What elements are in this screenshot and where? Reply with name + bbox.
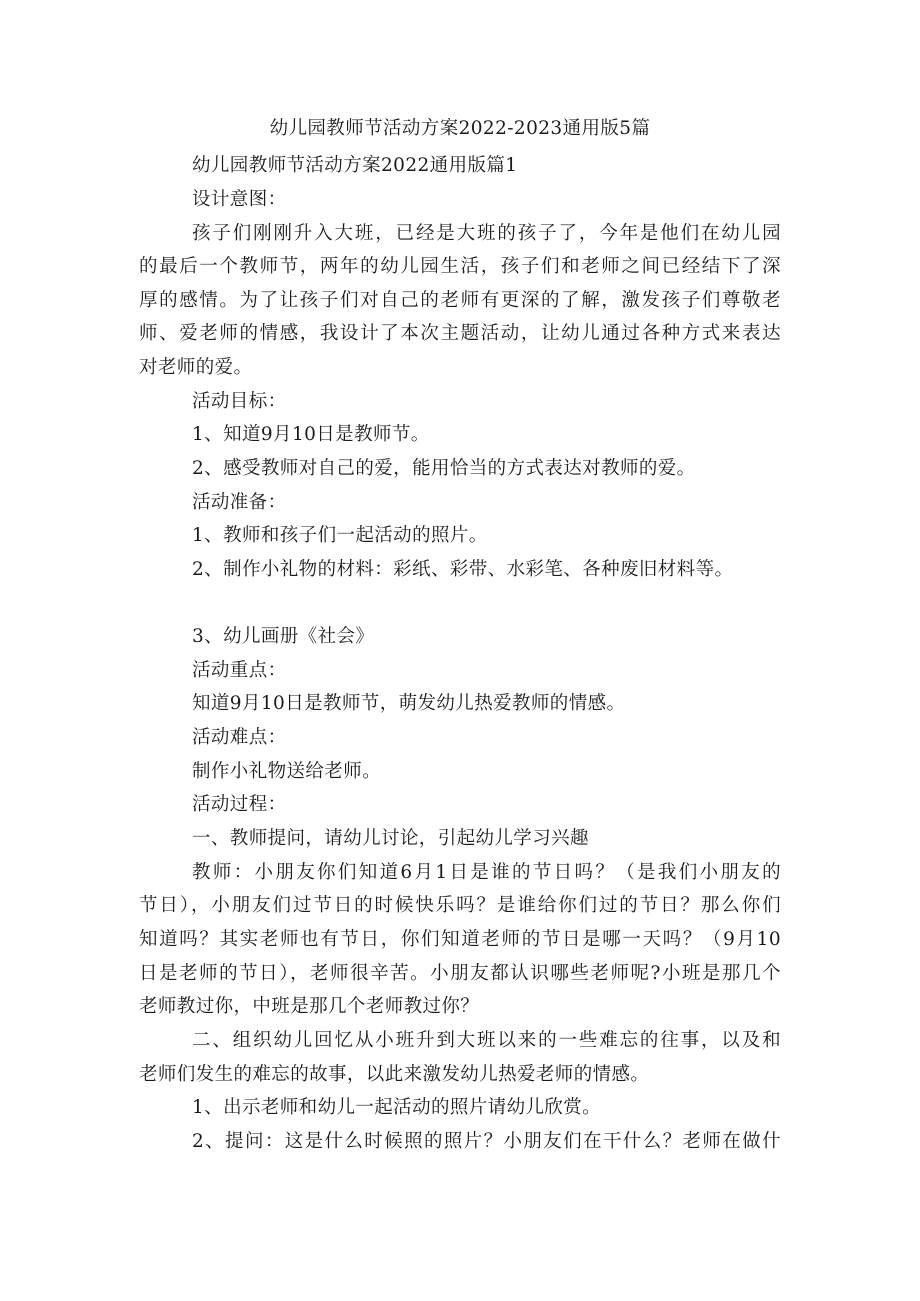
paragraph-line: 节日），小朋友们过节日的时候快乐吗？是谁给你们过的节日？那么你们 (139, 895, 781, 916)
section-subtitle: 幼儿园教师节活动方案2022通用版篇1 (192, 155, 518, 176)
paragraph-line: 厚的感情。为了让孩子们对自己的老师有更深的了解，激发孩子们尊敬老 (139, 290, 781, 311)
prep-heading: 活动准备： (192, 492, 287, 513)
key-heading: 活动重点： (192, 660, 287, 681)
paragraph-line: 知道吗？其实老师也有节日，你们知道老师的节日是哪一天吗？（9月10 (139, 929, 781, 950)
document-title: 幼儿园教师节活动方案2022-2023通用版5篇 (269, 118, 651, 139)
paragraph-line: 对老师的爱。 (139, 357, 253, 378)
paragraph-line: 日是老师的节日），老师很辛苦。小朋友都认识哪些老师呢?小班是那几个 (139, 963, 781, 984)
list-item: 1、教师和孩子们一起活动的照片。 (192, 525, 488, 546)
list-item: 3、幼儿画册《社会》 (192, 626, 375, 647)
paragraph-line: 教师：小朋友你们知道6月1日是谁的节日吗？（是我们小朋友的 (192, 862, 781, 883)
step-heading: 一、教师提问，请幼儿讨论，引起幼儿学习兴趣 (192, 828, 589, 849)
difficulty-text: 制作小礼物送给老师。 (192, 761, 382, 782)
list-item: 2、感受教师对自己的爱，能用恰当的方式表达对教师的爱。 (192, 458, 696, 479)
goals-heading: 活动目标： (192, 391, 287, 412)
list-item: 2、提问：这是什么时候照的照片？小朋友们在干什么？老师在做什 (192, 1131, 781, 1152)
list-item: 1、知道9月10日是教师节。 (192, 424, 430, 445)
paragraph-line: 的最后一个教师节，两年的幼儿园生活，孩子们和老师之间已经结下了深 (139, 256, 781, 277)
key-text: 知道9月10日是教师节，萌发幼儿热爱教师的情感。 (192, 693, 626, 714)
paragraph-line: 老师教过你，中班是那几个老师教过你？ (139, 996, 480, 1017)
design-heading: 设计意图： (192, 189, 287, 210)
paragraph-line: 师、爱老师的情感，我设计了本次主题活动，让幼儿通过各种方式来表达 (139, 323, 781, 344)
difficulty-heading: 活动难点： (192, 727, 287, 748)
process-heading: 活动过程： (192, 794, 287, 815)
paragraph-line: 二、组织幼儿回忆从小班升到大班以来的一些难忘的往事，以及和 (192, 1030, 781, 1051)
list-item: 2、制作小礼物的材料：彩纸、彩带、水彩笔、各种废旧材料等。 (192, 559, 734, 580)
list-item: 1、出示老师和幼儿一起活动的照片请幼儿欣赏。 (192, 1097, 602, 1118)
paragraph-line: 老师们发生的难忘的故事，以此来激发幼儿热爱老师的情感。 (139, 1064, 650, 1085)
paragraph-line: 孩子们刚刚升入大班，已经是大班的孩子了，今年是他们在幼儿园 (192, 223, 781, 244)
